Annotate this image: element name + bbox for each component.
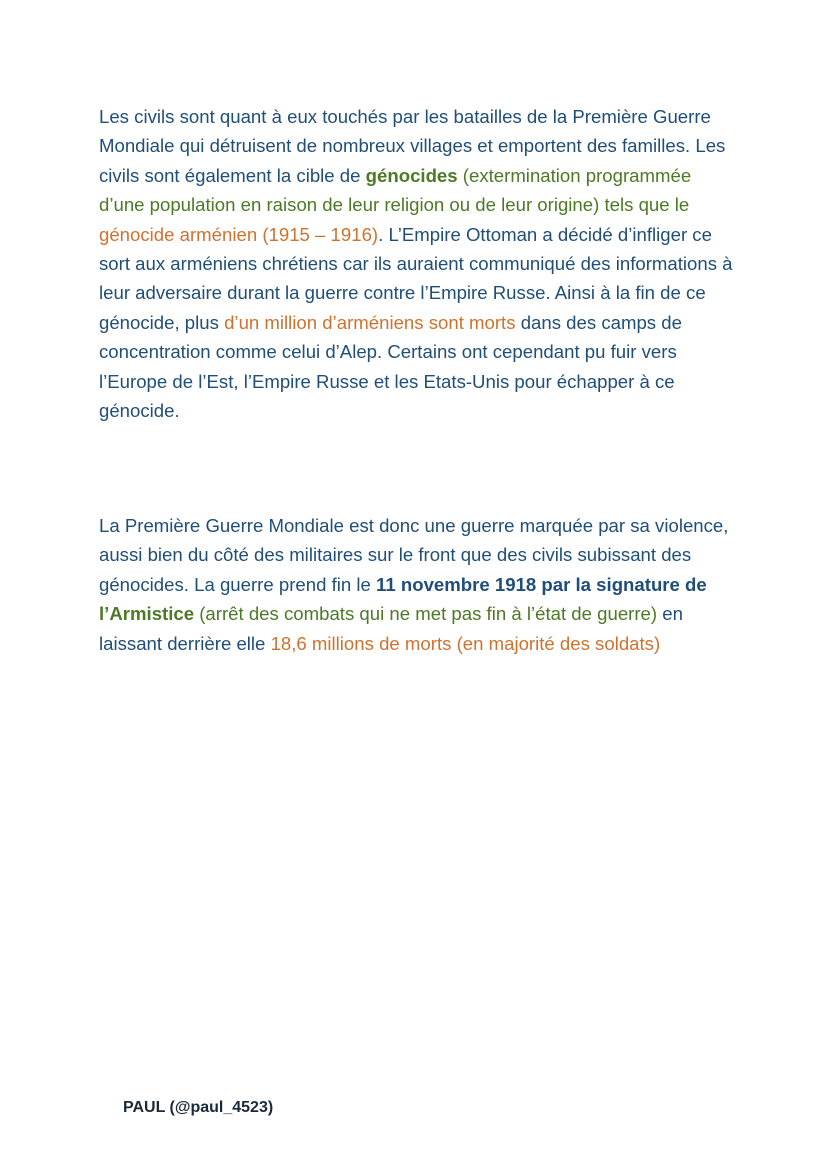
paragraph-civilians-genocide xyxy=(99,102,739,425)
paragraph-1-text: . L’Empire Ottoman a décidé d’infliger ce sort aux arméniens chrétiens car ils auraient communiqué des informations à leur adversaire durant la guerre contre l’Empire Russe. Ainsi à la fin de ce génocide, plus xyxy=(99,223,733,333)
paragraph-2-text: en laissant derrière elle xyxy=(99,603,683,654)
highlight-armistice-date: 11 novembre 1918 par la signature de xyxy=(376,573,707,595)
definition-armistice: (arrêt des combats qui ne met pas fin à l’état de guerre) xyxy=(194,603,658,625)
paragraph-2-text: La Première Guerre Mondiale est donc une guerre marquée par sa violence, aussi bien du côté des militaires sur le front que des civils subissant des génocides. La guerre prend fin le xyxy=(99,515,729,595)
term-genocides: génocides xyxy=(365,164,458,186)
highlight-armenian-genocide: génocide arménien (1915 – 1916) xyxy=(99,223,379,245)
term-armistice: l’Armistice xyxy=(99,603,195,625)
highlight-death-toll: 18,6 millions de morts (en majorité des soldats) xyxy=(270,632,661,654)
paragraph-1-text: Les civils sont quant à eux touchés par les batailles de la Première Guerre Mondiale qui détruisent de nombreux villages et emportent des familles. Les civils sont également la cible de xyxy=(99,106,726,186)
definition-genocide: (extermination programmée d’une population en raison de leur religion ou de leur origine) tels que le xyxy=(99,164,692,216)
paragraph-1-text: dans des camps de concentration comme celui d’Alep. Certains ont cependant pu fuir vers l’Europe de l’Est, l’Empire Russe et les Etats-Unis pour échapper à ce génocide. xyxy=(99,311,682,422)
highlight-armenian-deaths: d’un million d’arméniens sont morts xyxy=(224,311,516,333)
paragraph-conclusion xyxy=(99,511,739,658)
footer-author: PAUL (@paul_4523) xyxy=(123,1099,274,1116)
